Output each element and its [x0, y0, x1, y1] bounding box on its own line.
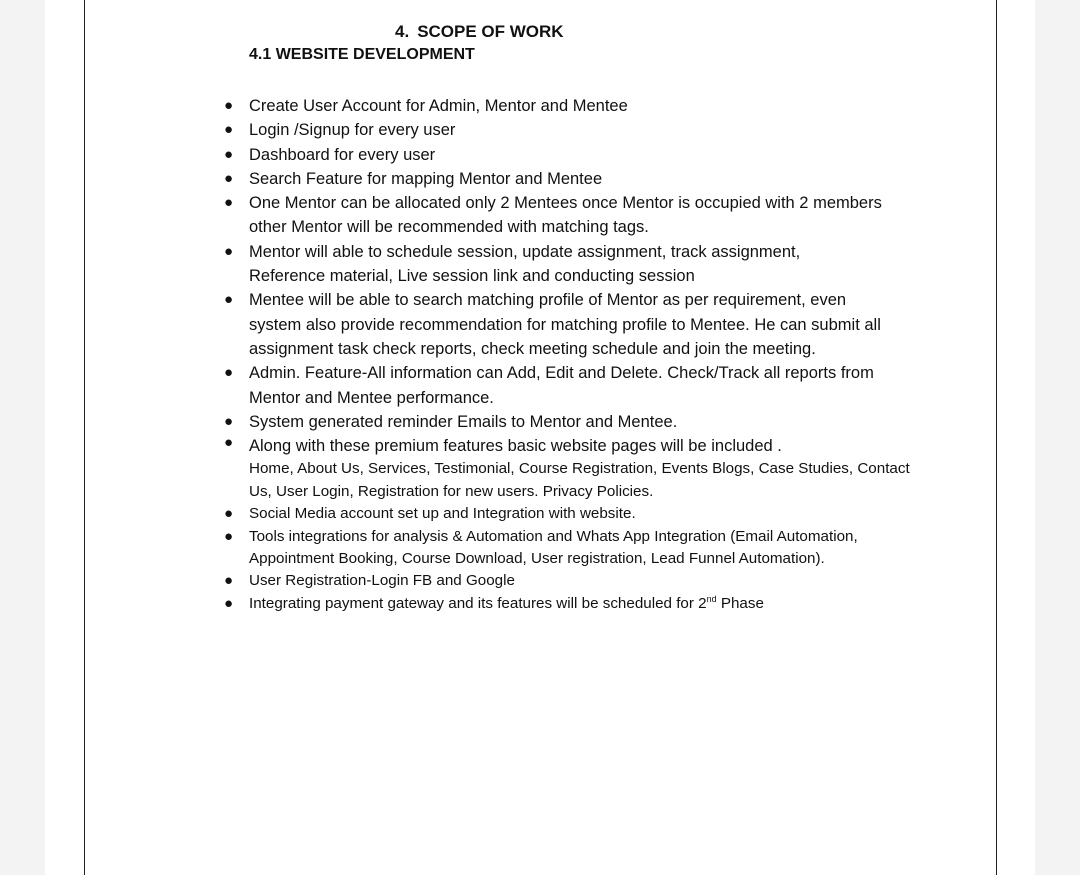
list-item-text-end: Phase	[716, 594, 764, 612]
list-item	[220, 118, 950, 142]
list-item	[220, 410, 950, 434]
list-item	[220, 526, 950, 571]
ordinal-suffix: nd	[706, 593, 717, 604]
section-heading	[395, 22, 564, 42]
list-item-text: Login /Signup for every user	[249, 121, 456, 140]
bullet-icon: ●	[224, 572, 234, 590]
bullet-icon: ●	[224, 169, 234, 187]
list-item-line: Along with these premium features basic website pages will be included .	[249, 437, 782, 456]
bullet-icon: ●	[224, 121, 234, 139]
list-item-text	[249, 595, 764, 612]
list-item-line: Tools integrations for analysis & Automation and Whats App Integration (Email Automation,	[249, 527, 858, 545]
section-number: 4.	[395, 22, 410, 41]
section-title: SCOPE OF WORK	[417, 22, 564, 41]
bullet-icon: ●	[224, 145, 234, 163]
subsection-heading: 4.1 WEBSITE DEVELOPMENT	[249, 46, 475, 63]
list-item	[220, 143, 950, 167]
bullet-icon: ●	[224, 97, 234, 114]
list-item-line: Us, User Login, Registration for new users. Privacy Policies.	[249, 482, 654, 500]
page-border-right	[996, 0, 997, 875]
list-item	[220, 503, 950, 525]
list-item-text: Social Media account set up and Integration with website.	[249, 505, 636, 523]
bullet-icon: ●	[224, 291, 234, 309]
bullet-icon: ●	[224, 412, 234, 430]
list-item	[220, 94, 950, 118]
bullet-icon: ●	[224, 594, 234, 612]
bullet-icon: ●	[224, 505, 234, 523]
bullet-icon: ●	[224, 242, 234, 260]
bullet-icon: ●	[224, 527, 234, 545]
page-border-left	[84, 0, 85, 875]
list-item-text: Create User Account for Admin, Mentor and Mentee	[249, 97, 628, 115]
list-item-line: Admin. Feature-All information can Add, Edit and Delete. Check/Track all reports from	[249, 364, 874, 383]
list-item	[220, 570, 950, 592]
list-item-line: other Mentor will be recommended with matching tags.	[249, 218, 649, 237]
list-item	[220, 240, 950, 289]
list-item-text: Dashboard for every user	[249, 145, 436, 164]
list-item	[220, 288, 950, 361]
list-item-line: Appointment Booking, Course Download, User registration, Lead Funnel Automation).	[249, 550, 825, 568]
list-item-text: System generated reminder Emails to Mentor and Mentee.	[249, 412, 678, 431]
list-item	[220, 167, 950, 191]
list-item-text: Search Feature for mapping Mentor and Mentee	[249, 169, 603, 188]
list-item-line: Reference material, Live session link and conducting session	[249, 267, 695, 286]
list-item	[220, 434, 950, 503]
list-item-text-main: Integrating payment gateway and its features will be scheduled for 2	[249, 594, 707, 612]
list-item-line: One Mentor can be allocated only 2 Mentees once Mentor is occupied with 2 members	[249, 194, 882, 213]
list-item-line: Home, About Us, Services, Testimonial, Course Registration, Events Blogs, Case Studies, Contact	[249, 460, 910, 478]
list-item-line: Mentor and Mentee performance.	[249, 388, 494, 407]
bullet-icon: ●	[224, 364, 234, 382]
scope-list	[220, 94, 950, 615]
bullet-icon: ●	[224, 434, 234, 452]
list-item-text: User Registration-Login FB and Google	[249, 572, 515, 590]
list-item-line: system also provide recommendation for matching profile to Mentee. He can submit all	[249, 315, 881, 334]
list-item	[220, 191, 950, 240]
bullet-icon: ●	[224, 194, 234, 212]
list-item-line: assignment task check reports, check meeting schedule and join the meeting.	[249, 339, 816, 358]
list-item	[220, 361, 950, 410]
list-item-line: Mentee will be able to search matching profile of Mentor as per requirement, even	[249, 291, 847, 310]
viewer-background-left	[0, 0, 45, 875]
list-item-line: Mentor will able to schedule session, update assignment, track assignment,	[249, 242, 801, 261]
list-item	[220, 593, 950, 615]
viewer-background-right	[1035, 0, 1080, 875]
